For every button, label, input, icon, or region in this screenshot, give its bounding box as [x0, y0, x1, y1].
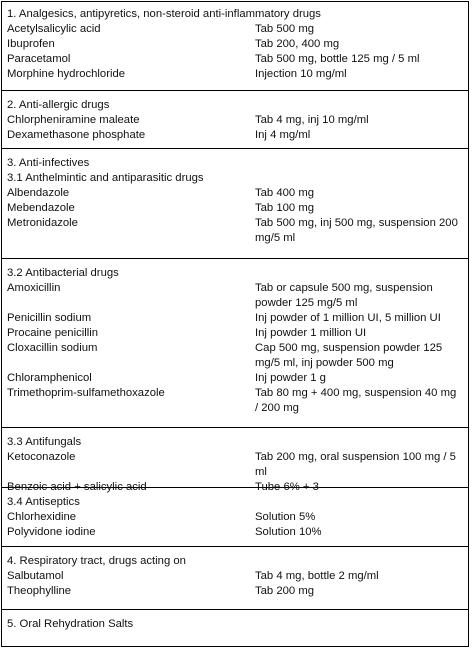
- table-row: [7, 510, 468, 525]
- section-subheading: 3.1 Anthelmintic and antiparasitic drugs: [7, 172, 204, 184]
- drug-name: Ketoconazole: [7, 451, 76, 463]
- drug-name: Procaine penicillin: [7, 327, 99, 339]
- dosage-form: Tab 200, 400 mg: [255, 38, 340, 50]
- dosage-form: Tab 4 mg, bottle 2 mg/ml: [255, 570, 379, 582]
- drug-name: Acetylsalicylic acid: [7, 23, 101, 35]
- table-row: [7, 371, 468, 386]
- drug-name: Trimethoprim-sulfamethoxazole: [7, 387, 165, 399]
- table-row: [7, 311, 468, 326]
- dosage-form: Tube 6% + 3: [255, 481, 319, 493]
- table-row: [7, 569, 468, 584]
- drug-name: Cloxacillin sodium: [7, 342, 98, 354]
- section-antifungals: [2, 427, 468, 493]
- section-heading: 5. Oral Rehydration Salts: [7, 618, 134, 630]
- section-heading: 3.2 Antibacterial drugs: [7, 267, 119, 279]
- drug-name: Dexamethasone phosphate: [7, 129, 146, 141]
- drug-name: Ibuprofen: [7, 38, 55, 50]
- dosage-form: Tab 500 mg, inj 500 mg, suspension 200 mg/5 ml: [255, 217, 458, 244]
- section-antiseptics: [2, 487, 468, 546]
- dosage-form: Tab 4 mg, inj 10 mg/ml: [255, 114, 369, 126]
- table-row: [7, 128, 468, 143]
- table-row: [7, 113, 468, 128]
- section-heading: 3.3 Antifungals: [7, 436, 82, 448]
- table-row: [7, 386, 468, 416]
- drug-name: Benzoic acid + salicylic acid: [7, 481, 147, 493]
- table-row: [7, 450, 468, 480]
- dosage-form: Tab 200 mg: [255, 585, 315, 597]
- dosage-form: Inj 4 mg/ml: [255, 129, 311, 141]
- table-row: [7, 37, 468, 52]
- drug-name: Morphine hydrochloride: [7, 68, 126, 80]
- section-heading: 1. Analgesics, antipyretics, non-steroid anti-inflammatory drugs: [7, 8, 321, 20]
- dosage-form: Tab 500 mg: [255, 23, 315, 35]
- drug-name: Chlorhexidine: [7, 511, 77, 523]
- table-row: [7, 341, 468, 371]
- drug-name: Chlorpheniramine maleate: [7, 114, 140, 126]
- section-anti-allergic: [2, 90, 468, 148]
- drug-name: Chloramphenicol: [7, 372, 92, 384]
- dosage-form: Tab 200 mg, oral suspension 100 mg / 5 ml: [255, 451, 456, 478]
- dosage-form: Cap 500 mg, suspension powder 125 mg/5 ml, inj powder 500 mg: [255, 342, 443, 369]
- table-row: [7, 67, 468, 82]
- table-row: [7, 22, 468, 37]
- drug-name: Mebendazole: [7, 202, 75, 214]
- section-antibacterial: [2, 258, 468, 427]
- section-respiratory: [2, 546, 468, 609]
- drug-list-table: [1, 1, 469, 647]
- dosage-form: Tab or capsule 500 mg, suspension powder 125 mg/5 ml: [255, 282, 433, 309]
- table-row: [7, 584, 468, 599]
- section-heading: 2. Anti-allergic drugs: [7, 99, 110, 111]
- dosage-form: Inj powder 1 g: [255, 372, 326, 384]
- section-analgesics: [2, 2, 468, 90]
- drug-name: Paracetamol: [7, 53, 71, 65]
- table-row: [7, 525, 468, 540]
- table-row: [7, 480, 468, 495]
- dosage-form: Tab 500 mg, bottle 125 mg / 5 ml: [255, 53, 420, 65]
- table-row: [7, 326, 468, 341]
- section-heading: 3. Anti-infectives: [7, 157, 90, 169]
- drug-name: Albendazole: [7, 187, 70, 199]
- drug-name: Penicillin sodium: [7, 312, 92, 324]
- drug-name: Salbutamol: [7, 570, 64, 582]
- dosage-form: Inj powder of 1 million UI, 5 million UI: [255, 312, 441, 324]
- table-row: [7, 281, 468, 311]
- dosage-form: Solution 5%: [255, 511, 316, 523]
- dosage-form: Tab 100 mg: [255, 202, 315, 214]
- dosage-form: Tab 80 mg + 400 mg, suspension 40 mg / 200 mg: [255, 387, 457, 414]
- dosage-form: Injection 10 mg/ml: [255, 68, 347, 80]
- drug-name: Polyvidone iodine: [7, 526, 96, 538]
- dosage-form: Solution 10%: [255, 526, 322, 538]
- dosage-form: Inj powder 1 million UI: [255, 327, 367, 339]
- section-heading: 4. Respiratory tract, drugs acting on: [7, 555, 186, 567]
- section-anti-infectives: [2, 148, 468, 258]
- drug-name: Theophylline: [7, 585, 72, 597]
- drug-name: Amoxicillin: [7, 282, 61, 294]
- drug-name: Metronidazole: [7, 217, 78, 229]
- dosage-form: Tab 400 mg: [255, 187, 315, 199]
- table-row: [7, 52, 468, 67]
- section-oral-rehydration: [2, 609, 468, 646]
- section-heading: 3.4 Antiseptics: [7, 496, 80, 508]
- table-row: [7, 201, 468, 216]
- table-row: [7, 186, 468, 201]
- table-row: [7, 216, 468, 246]
